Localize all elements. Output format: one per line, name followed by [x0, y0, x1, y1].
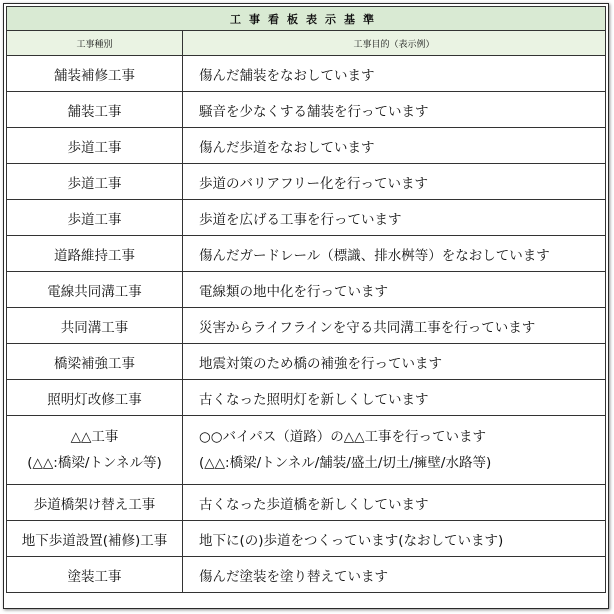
cell-type: 照明灯改修工事: [7, 380, 183, 416]
cell-type-line2: (△△:橋梁/トンネル等): [27, 455, 162, 471]
cell-type: 舗装補修工事: [7, 56, 183, 92]
cell-type: 歩道工事: [7, 200, 183, 236]
title-row: [7, 7, 606, 31]
cell-purpose: 歩道のバリアフリー化を行っています: [183, 164, 606, 200]
document-frame: [3, 3, 609, 609]
cell-purpose: 災害からライフラインを守る共同溝工事を行っています: [183, 308, 606, 344]
cell-purpose-line2: (△△:橋梁/トンネル/舗装/盛土/切土/擁壁/水路等): [199, 455, 492, 471]
table-row: [7, 200, 606, 236]
cell-purpose: 騒音を少なくする舗装を行っています: [183, 92, 606, 128]
cell-type: 歩道工事: [7, 128, 183, 164]
table-row: [7, 344, 606, 380]
cell-type: 歩道橋架け替え工事: [7, 485, 183, 521]
table-row: [7, 521, 606, 557]
cell-type: 電線共同溝工事: [7, 272, 183, 308]
table-row: [7, 416, 606, 485]
cell-type: 道路維持工事: [7, 236, 183, 272]
table-row: [7, 380, 606, 416]
table-row: [7, 272, 606, 308]
table-row: [7, 557, 606, 593]
table-row: [7, 308, 606, 344]
table-row: [7, 236, 606, 272]
cell-purpose: 地下に(の)歩道をつくっています(なおしています): [183, 521, 606, 557]
cell-purpose: 古くなった歩道橋を新しくしています: [183, 485, 606, 521]
cell-purpose: [183, 416, 606, 485]
table-row: [7, 164, 606, 200]
cell-type: 舗装工事: [7, 92, 183, 128]
cell-purpose: 古くなった照明灯を新しくしています: [183, 380, 606, 416]
cell-purpose-line1: ○○バイパス（道路）の△△工事を行っています: [199, 429, 487, 445]
cell-purpose: 歩道を広げる工事を行っています: [183, 200, 606, 236]
table-row: [7, 56, 606, 92]
table-row: [7, 485, 606, 521]
cell-type: 共同溝工事: [7, 308, 183, 344]
cell-purpose: 傷んだ歩道をなおしています: [183, 128, 606, 164]
cell-type: 歩道工事: [7, 164, 183, 200]
cell-purpose: 傷んだ塗装を塗り替えています: [183, 557, 606, 593]
cell-purpose: 地震対策のため橋の補強を行っています: [183, 344, 606, 380]
cell-type: 地下歩道設置(補修)工事: [7, 521, 183, 557]
table-title: 工事看板表示基準: [7, 7, 606, 31]
cell-purpose: 電線類の地中化を行っています: [183, 272, 606, 308]
cell-type-line1: △△工事: [70, 429, 119, 445]
cell-type: 橋梁補強工事: [7, 344, 183, 380]
cell-purpose: 傷んだ舗装をなおしています: [183, 56, 606, 92]
header-row: [7, 31, 606, 56]
construction-signboard-table: [6, 6, 606, 593]
cell-type: [7, 416, 183, 485]
header-purpose: 工事目的（表示例）: [183, 31, 606, 56]
table-row: [7, 92, 606, 128]
table-row: [7, 128, 606, 164]
cell-purpose: 傷んだガードレール（標識、排水桝等）をなおしています: [183, 236, 606, 272]
cell-type: 塗装工事: [7, 557, 183, 593]
header-type: 工事種別: [7, 31, 183, 56]
